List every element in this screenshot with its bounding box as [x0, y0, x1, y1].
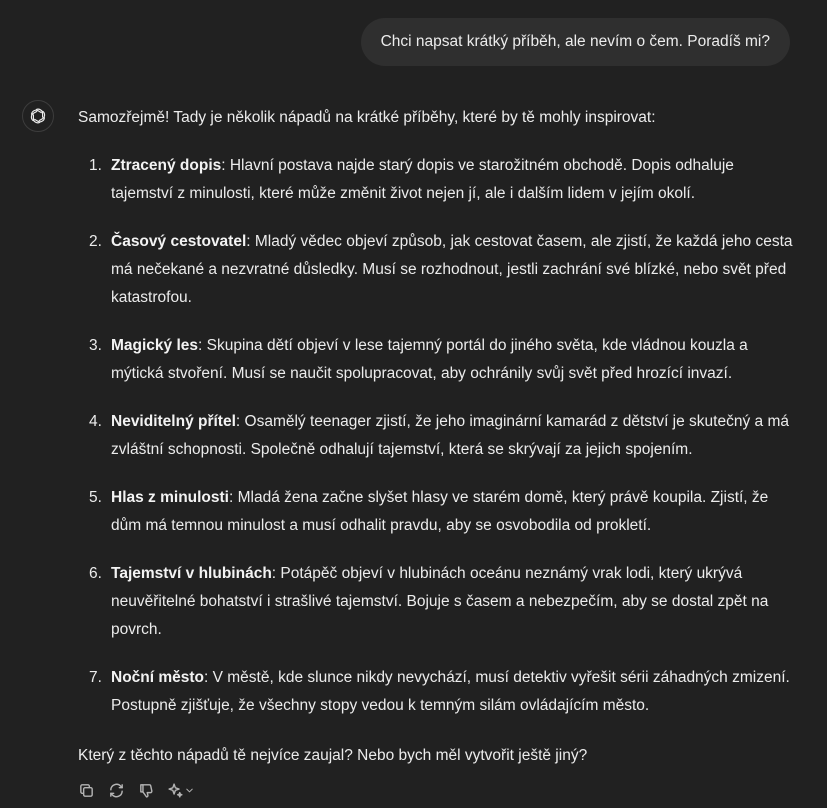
list-item: [78, 664, 793, 720]
list-item-text: : V městě, kde slunce nikdy nevychází, musí detektiv vyřešit sérii záhadných zmizení. Postupně zjišťuje, že všechny stopy vedou k temným silám ovládajícím město.: [111, 669, 790, 714]
list-item-text: : Skupina dětí objeví v lese tajemný portál do jiného světa, kde vládnou kouzla a mýtická stvoření. Musí se naučit spolupracovat, aby ochránily svůj svět před hrozící invazí.: [111, 337, 748, 382]
assistant-avatar: [22, 100, 54, 132]
thumbs-down-icon: [138, 782, 155, 799]
copy-button[interactable]: [76, 780, 96, 800]
list-item-title: Ztracený dopis: [111, 157, 222, 174]
list-item-number: 5.: [89, 489, 102, 506]
list-item-title: Hlas z minulosti: [111, 489, 229, 506]
list-item-text: : Mladá žena začne slyšet hlasy ve starém domě, který právě koupila. Zjistí, že dům má temnou minulost a musí odhalit pravdu, aby se osvobodila od prokletí.: [111, 489, 769, 534]
assistant-message: [78, 104, 793, 740]
list-item-text: : Potápěč objeví v hlubinách oceánu neznámý vrak lodi, který ukrývá neuvěřitelné bohatství i strašlivé tajemství. Bojuje s časem a nebezpečím, aby se dostal zpět na povrch.: [111, 565, 769, 638]
list-item: [78, 152, 793, 208]
list-item-title: Časový cestovatel: [111, 233, 247, 250]
list-item-title: Neviditelný přítel: [111, 413, 236, 430]
model-switch-button[interactable]: [166, 780, 196, 800]
list-item-title: Noční město: [111, 669, 205, 686]
openai-logo-icon: [28, 106, 48, 126]
list-item-number: 4.: [89, 413, 102, 430]
list-item: [78, 332, 793, 388]
list-item-number: 1.: [89, 157, 102, 174]
thumbs-down-button[interactable]: [136, 780, 156, 800]
list-item: [78, 408, 793, 464]
sparkle-model-icon: [167, 782, 184, 799]
assistant-intro: Samozřejmě! Tady je několik nápadů na krátké příběhy, které by tě mohly inspirovat:: [78, 109, 656, 126]
list-item: [78, 484, 793, 540]
list-item-number: 6.: [89, 565, 102, 582]
list-item: [78, 228, 793, 312]
regenerate-button[interactable]: [106, 780, 126, 800]
list-item-text: : Osamělý teenager zjistí, že jeho imaginární kamarád z dětství je skutečný a má zvláštní schopnosti. Společně odhalují tajemství, která se skrývají za jejich spojením.: [111, 413, 789, 458]
assistant-outro: Který z těchto nápadů tě nejvíce zaujal? Nebo bych měl vytvořit ještě jiný?: [78, 747, 588, 764]
list-item-number: 7.: [89, 669, 102, 686]
copy-icon: [78, 782, 95, 799]
ideas-list: [78, 152, 793, 720]
list-item-title: Magický les: [111, 337, 199, 354]
list-item-number: 2.: [89, 233, 102, 250]
regenerate-icon: [108, 782, 125, 799]
chevron-down-icon: [184, 785, 195, 796]
user-message-bubble: Chci napsat krátký příběh, ale nevím o čem. Poradíš mi?: [361, 18, 790, 66]
list-item-text: : Mladý vědec objeví způsob, jak cestovat časem, ale zjistí, že každá jeho cesta má nečekané a nezvratné důsledky. Musí se rozhodnout, jestli zachrání své blízké, nebo svět před katastrofou.: [111, 233, 793, 306]
user-message-row: [361, 18, 790, 66]
message-actions: [76, 780, 196, 800]
list-item-number: 3.: [89, 337, 102, 354]
list-item-text: : Hlavní postava najde starý dopis ve starožitném obchodě. Dopis odhaluje tajemství z minulosti, které může změnit život nejen jí, ale i dalším lidem v jejím okolí.: [111, 157, 734, 202]
list-item: [78, 560, 793, 644]
list-item-title: Tajemství v hlubinách: [111, 565, 272, 582]
